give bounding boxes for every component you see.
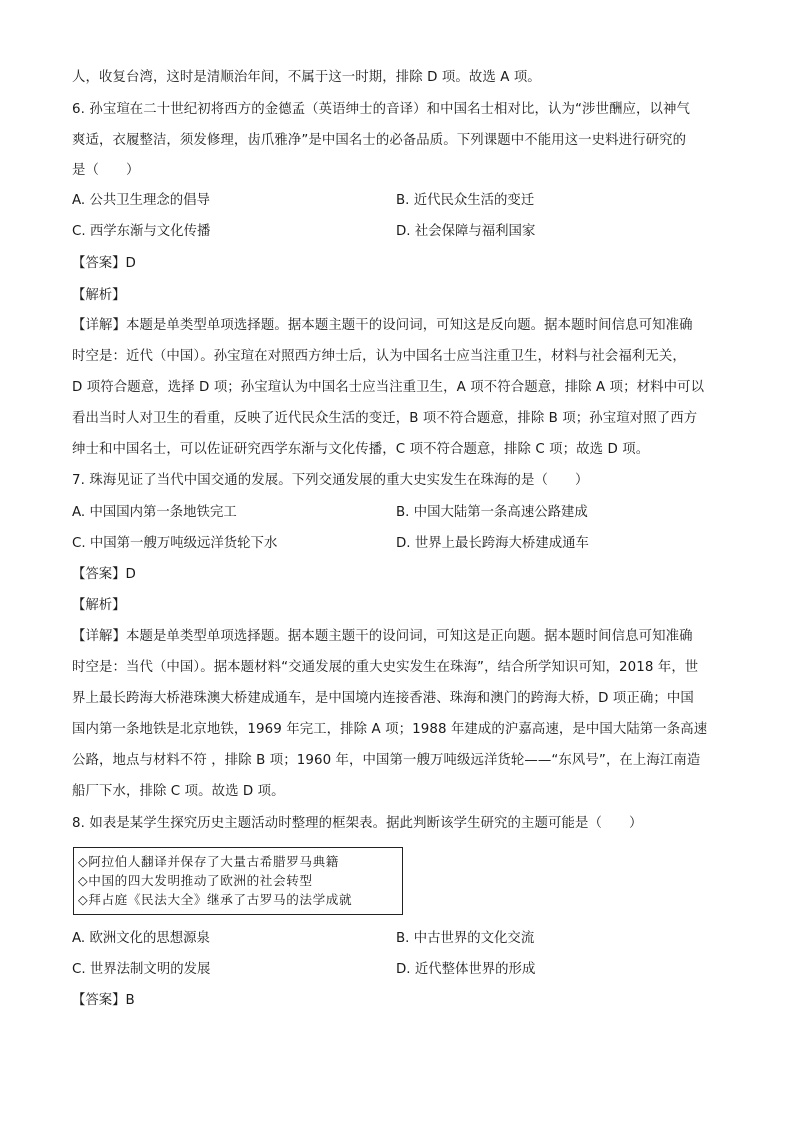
q8-answer: 【答案】B — [72, 993, 135, 1008]
q6-detail-line-4: 看出当时人对卫生的看重，反映了近代民众生活的变迁，B 项不符合题意，排除 B 项；孙宝瑄对照了西方 — [72, 411, 698, 426]
q6-option-c: C. 西学东渐与文化传播 — [72, 224, 211, 239]
q6-detail-line-2: 时空是：近代（中国）。孙宝瑄在对照西方绅士后，认为中国名士应当注重卫生，材料与社会福利无关， — [72, 349, 686, 364]
q8-frame-item-2: ◇中国的四大发明推动了欧洲的社会转型 — [78, 873, 313, 888]
q6-stem-line-3: 是（ ） — [72, 163, 140, 178]
q7-option-b: B. 中国大陆第一条高速公路建成 — [396, 505, 588, 520]
q8-frame-table — [73, 847, 403, 915]
q7-detail-line-1: 【详解】本题是单类型单项选择题。据本题主题干的设问词，可知这是正向题。据本题时间信息可知准确 — [72, 629, 693, 644]
q6-stem-line-1: 6. 孙宝瑄在二十世纪初将西方的金德孟（英语绅士的音译）和中国名士相对比，认为“涉世酬应，以神气 — [72, 102, 690, 117]
q7-analysis-tag: 【解析】 — [72, 598, 126, 613]
q7-detail-line-2: 时空是：当代（中国）。据本题材料“交通发展的重大史实发生在珠海”，结合所学知识可知，2018 年，世 — [72, 660, 699, 675]
q8-option-c: C. 世界法制文明的发展 — [72, 962, 211, 977]
q8-frame-item-1: ◇阿拉伯人翻译并保存了大量古希腊罗马典籍 — [78, 854, 339, 869]
q7-option-c: C. 中国第一艘万吨级远洋货轮下水 — [72, 536, 278, 551]
q8-option-a: A. 欧洲文化的思想源泉 — [72, 931, 210, 946]
q6-answer: 【答案】D — [72, 256, 136, 271]
q6-detail-line-5: 绅士和中国名士，可以佐证研究西学东渐与文化传播，C 项不符合题意，排除 C 项；故选 D 项。 — [72, 442, 650, 457]
q6-option-b: B. 近代民众生活的变迁 — [396, 193, 535, 208]
q7-detail-line-3: 界上最长跨海大桥港珠澳大桥建成通车，是中国境内连接香港、珠海和澳门的跨海大桥，D 项正确；中国 — [72, 691, 694, 706]
q7-option-a: A. 中国国内第一条地铁完工 — [72, 505, 237, 520]
q6-detail-line-1: 【详解】本题是单类型单项选择题。据本题主题干的设问词，可知这是反向题。据本题时间信息可知准确 — [72, 318, 693, 333]
q8-frame-item-3: ◇拜占庭《民法大全》继承了古罗马的法学成就 — [78, 892, 353, 907]
q8-option-b: B. 中古世界的文化交流 — [396, 931, 535, 946]
q7-detail-line-5: 公路，地点与材料不符 ，排除 B 项；1960 年，中国第一艘万吨级远洋货轮——“东风号”，在上海江南造 — [72, 753, 701, 768]
q8-option-d: D. 近代整体世界的形成 — [396, 962, 536, 977]
q8-stem-line-1: 8. 如表是某学生探究历史主题活动时整理的框架表。据此判断该学生研究的主题可能是（ ） — [72, 816, 643, 831]
q6-analysis-tag: 【解析】 — [72, 288, 126, 303]
q7-detail-line-4: 国内第一条地铁是北京地铁，1969 年完工，排除 A 项；1988 年建成的沪嘉高速，是中国大陆第一条高速 — [72, 722, 708, 737]
q7-answer: 【答案】D — [72, 567, 136, 582]
q7-detail-line-6: 船厂下水，排除 C 项。故选 D 项。 — [72, 784, 285, 799]
intro-line: 人，收复台湾，这时是清顺治年间，不属于这一时期，排除 D 项。故选 A 项。 — [72, 70, 541, 85]
q6-option-d: D. 社会保障与福利国家 — [396, 224, 536, 239]
q6-stem-line-2: 爽适，衣履整洁，须发修理，齿爪雅净”是中国名士的必备品质。下列课题中不能用这一史料进行研究的 — [72, 133, 687, 148]
q6-detail-line-3: D 项符合题意，选择 D 项；孙宝瑄认为中国名士应当注重卫生，A 项不符合题意，排除 A 项；材料中可以 — [72, 380, 705, 395]
q6-option-a: A. 公共卫生理念的倡导 — [72, 193, 210, 208]
q7-stem-line-1: 7. 珠海见证了当代中国交通的发展。下列交通发展的重大史实发生在珠海的是（ ） — [72, 473, 589, 488]
q7-option-d: D. 世界上最长跨海大桥建成通车 — [396, 536, 589, 551]
